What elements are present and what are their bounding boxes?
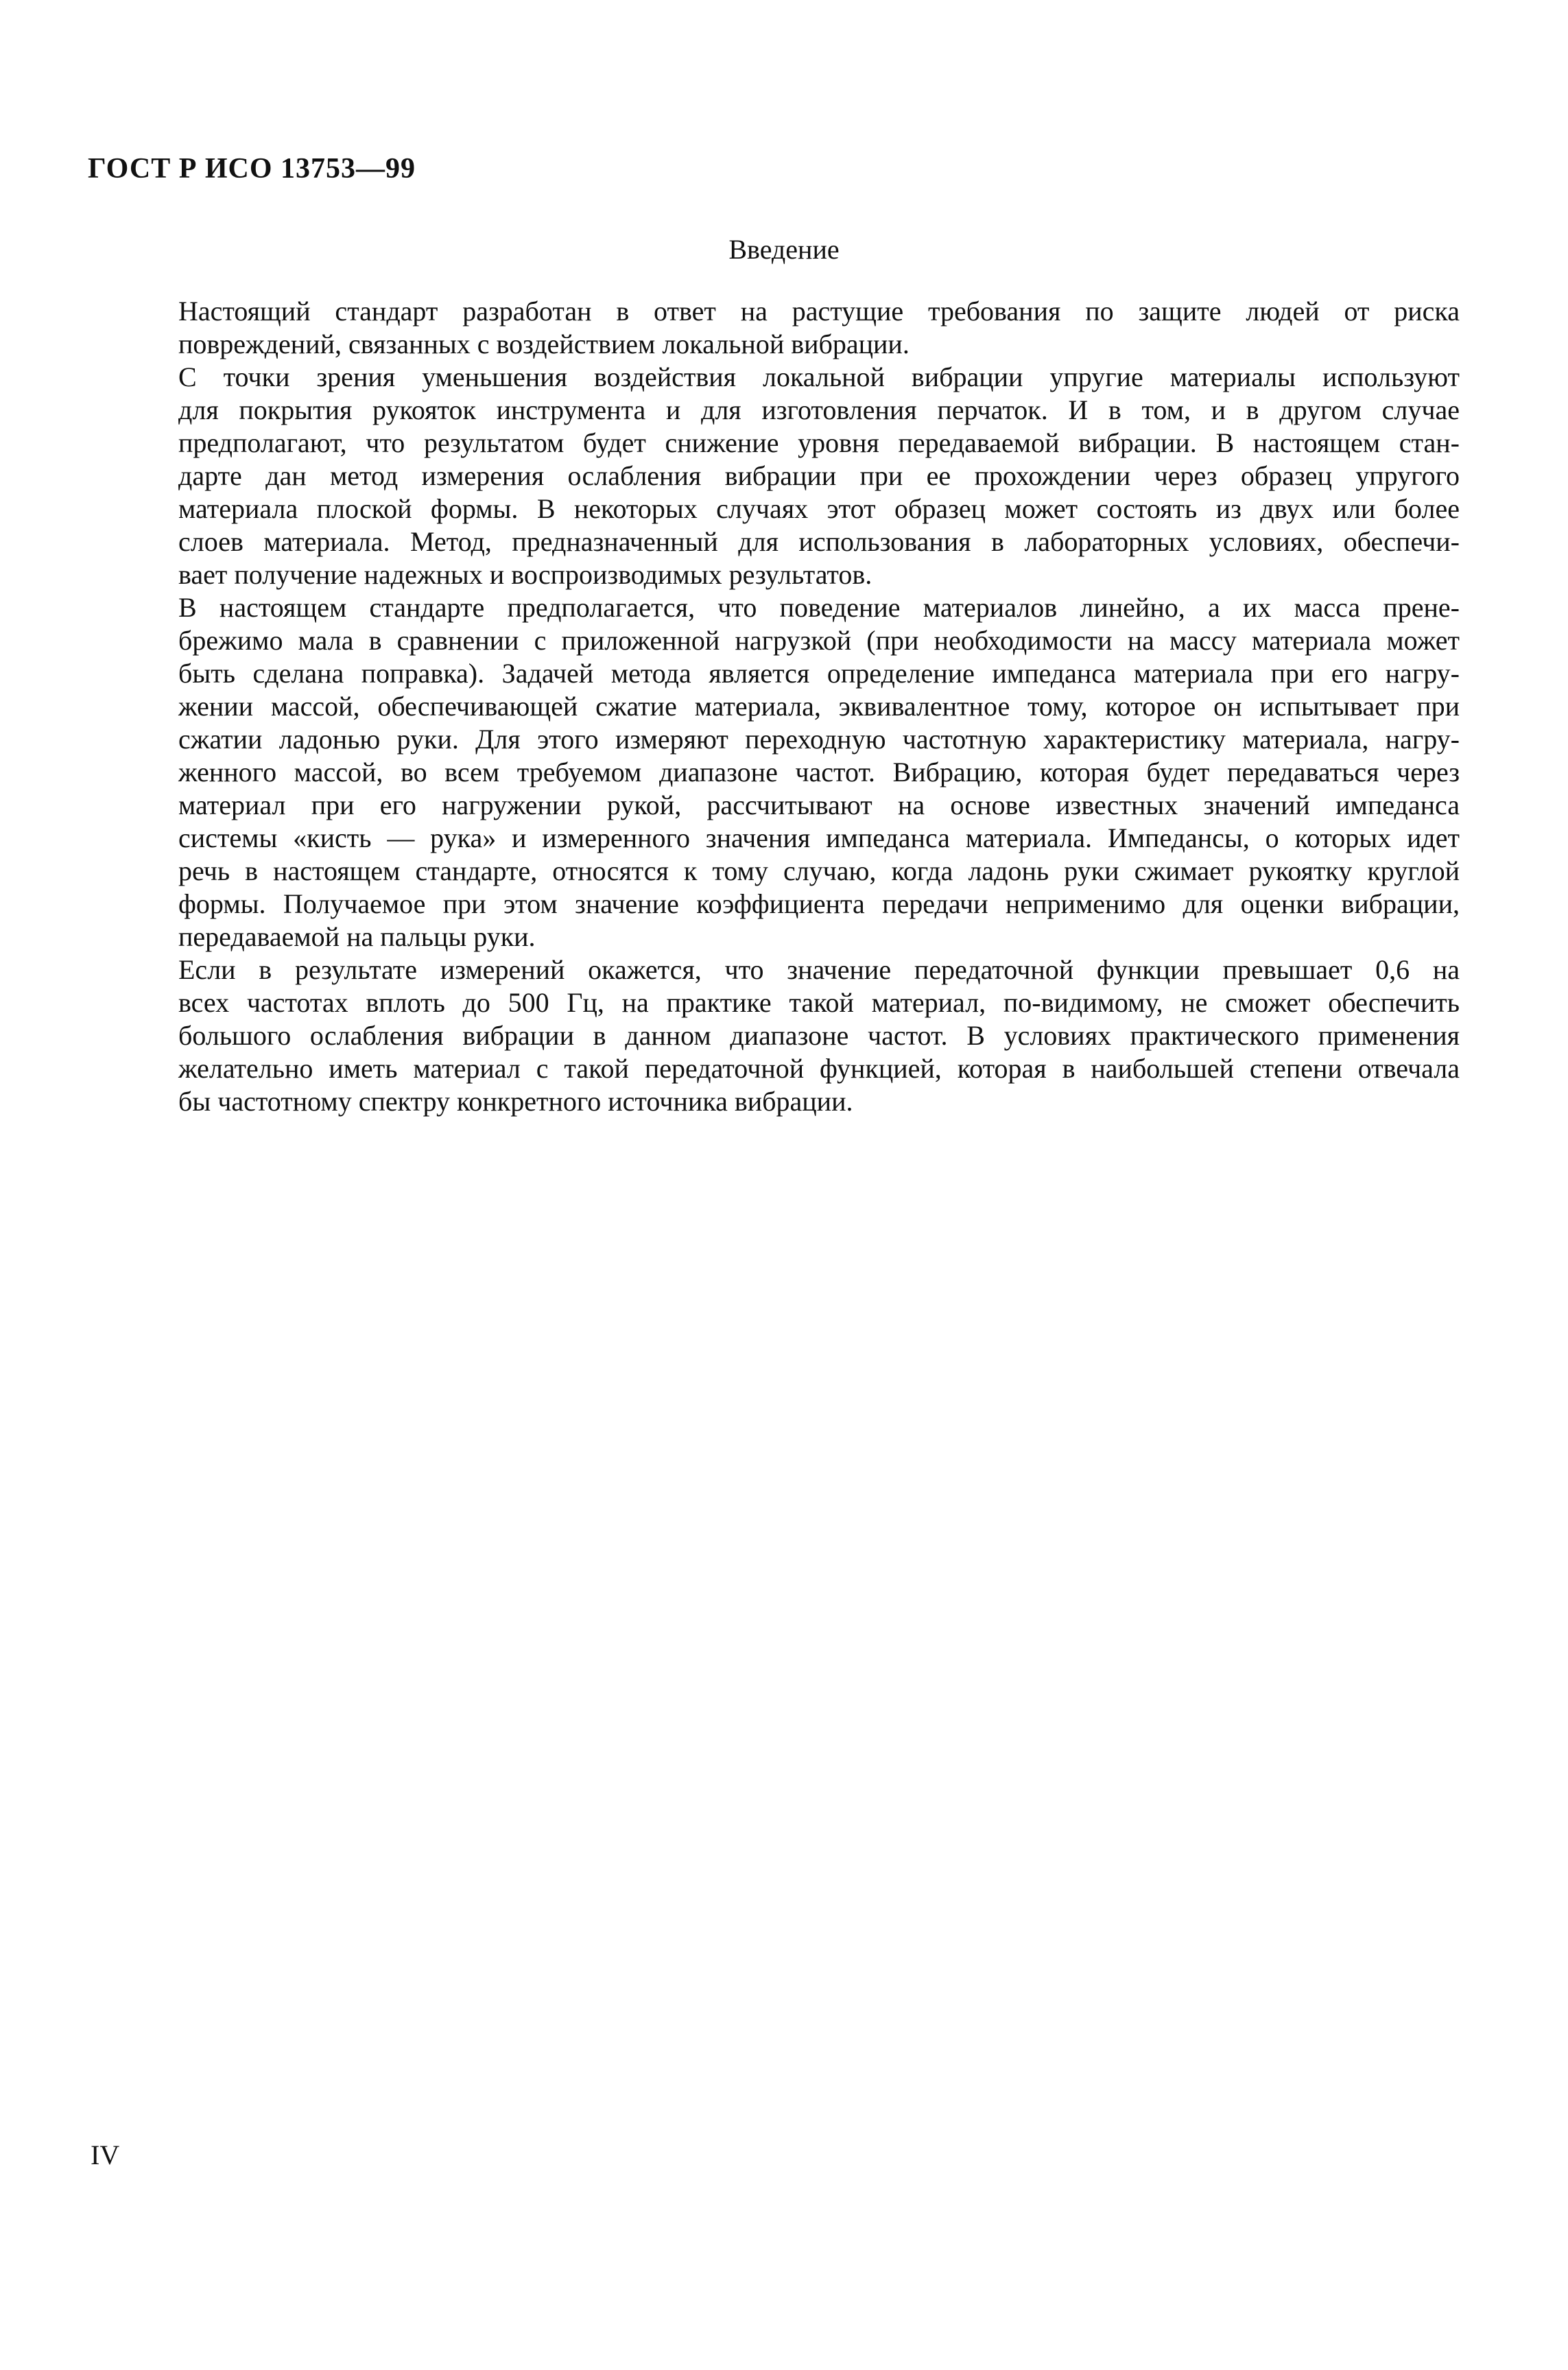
text-line: бы частотному спектру конкретного источника вибрации.: [178, 1086, 853, 1117]
text-line: В настоящем стандарте предполагается, что поведение материалов линейно, а их масса прене-: [178, 592, 1460, 623]
paragraph-method: [88, 591, 1460, 953]
text-line: формы. Получаемое при этом значение коэффициента передачи неприменимо для оценки вибрации,: [178, 888, 1460, 919]
section-title: Введение: [728, 234, 840, 265]
text-line: С точки зрения уменьшения воздействия локальной вибрации упругие материалы используют: [178, 362, 1460, 392]
document-header: ГОСТ Р ИСО 13753—99: [88, 153, 416, 185]
paragraph-scope: [88, 295, 1460, 361]
paragraph-results: [88, 953, 1460, 1118]
text-line: для покрытия рукояток инструмента и для изготовления перчаток. И в том, и в другом случае: [178, 394, 1460, 425]
text-line: женного массой, во всем требуемом диапазоне частот. Вибрацию, которая будет передаваться через: [178, 757, 1460, 787]
text-line: материала плоской формы. В некоторых случаях этот образец может состоять из двух или более: [178, 493, 1460, 524]
text-line: дарте дан метод измерения ослабления вибрации при ее прохождении через образец упругого: [178, 460, 1460, 491]
page-number: IV: [91, 2140, 120, 2170]
text-line: системы «кисть — рука» и измеренного значения импеданса материала. Импедансы, о которых идет: [178, 822, 1460, 853]
text-line: сжатии ладонью руки. Для этого измеряют переходную частотную характеристику материала, нагру-: [178, 724, 1460, 755]
text-line: Если в результате измерений окажется, что значение передаточной функции превышает 0,6 на: [178, 954, 1460, 985]
text-line: всех частотах вплоть до 500 Гц, на практике такой материал, по-видимому, не сможет обеспечить: [178, 987, 1460, 1018]
text-line: слоев материала. Метод, предназначенный для использования в лабораторных условиях, обеспечи-: [178, 526, 1460, 557]
text-line: передаваемой на пальцы руки.: [178, 921, 536, 952]
text-line: Настоящий стандарт разработан в ответ на растущие требования по защите людей от риска: [178, 296, 1460, 327]
text-line: повреждений, связанных с воздействием локальной вибрации.: [178, 329, 910, 359]
paragraph-materials: [88, 361, 1460, 591]
text-line: большого ослабления вибрации в данном диапазоне частот. В условиях практического применения: [178, 1020, 1460, 1051]
text-line: жении массой, обеспечивающей сжатие материала, эквивалентное тому, которое он испытывает при: [178, 691, 1460, 722]
text-line: материал при его нагружении рукой, рассчитывают на основе известных значений импеданса: [178, 790, 1460, 820]
text-line: быть сделана поправка). Задачей метода является определение импеданса материала при его нагру-: [178, 658, 1460, 689]
text-line: речь в настоящем стандарте, относятся к тому случаю, когда ладонь руки сжимает рукоятку круглой: [178, 855, 1460, 886]
text-line: предполагают, что результатом будет снижение уровня передаваемой вибрации. В настоящем стан-: [178, 427, 1460, 458]
document-body: [88, 295, 1460, 1118]
text-line: желательно иметь материал с такой передаточной функцией, которая в наибольшей степени отвечала: [178, 1053, 1460, 1084]
text-line: брежимо мала в сравнении с приложенной нагрузкой (при необходимости на массу материала может: [178, 625, 1460, 656]
text-line: вает получение надежных и воспроизводимых результатов.: [178, 559, 872, 590]
